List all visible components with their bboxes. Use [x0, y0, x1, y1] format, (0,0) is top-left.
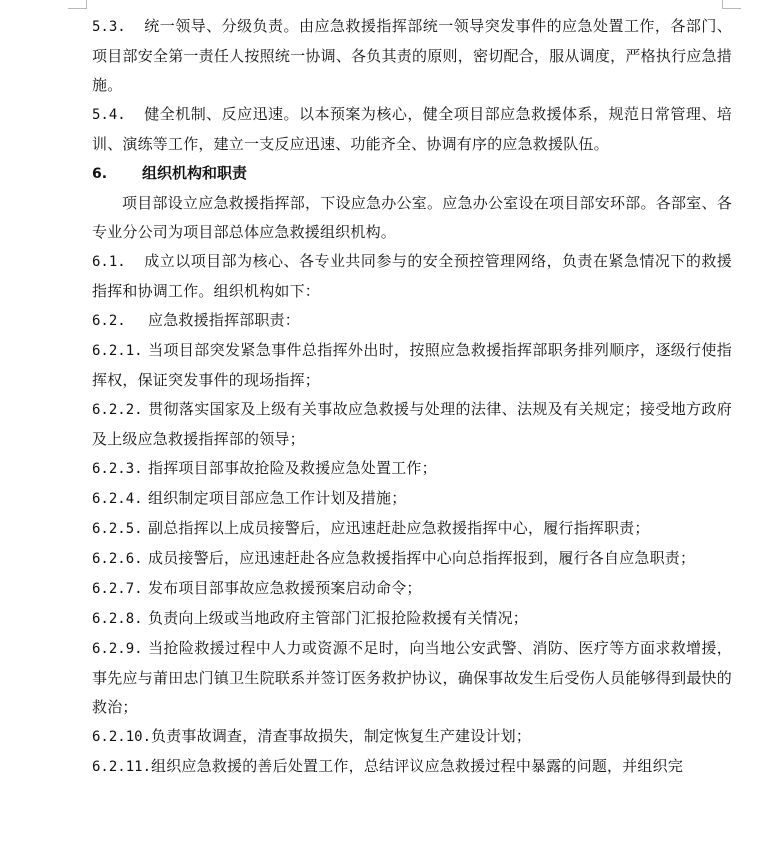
paragraph-6-2-11 [92, 752, 732, 782]
paragraph-text: 指挥项目部事故抢险及救援应急处置工作； [148, 459, 437, 477]
paragraph-text: 贯彻落实国家及上级有关事故应急救援与处理的法律、法规及有关规定；接受地方政府及上级应急救援指挥部的领导； [92, 400, 732, 448]
paragraph-text: 副总指挥以上成员接警后，应迅速赶赴应急救援指挥中心，履行指挥职责； [148, 519, 650, 537]
section-number: 6.2.7. [92, 581, 143, 597]
section-number: 5.3. [92, 19, 126, 35]
section-heading-6 [92, 159, 732, 189]
section-number: 5.4. [92, 107, 126, 123]
section-number: 6. [92, 166, 108, 182]
section-number: 6.2.6. [92, 551, 143, 567]
paragraph-text: 当项目部突发紧急事件总指挥外出时，按照应急救援指挥部职务排列顺序，逐级行使指挥权，保证突发事件的现场指挥； [92, 341, 732, 389]
paragraph-6-2-9 [92, 634, 732, 722]
paragraph-text: 组织应急救援的善后处置工作，总结评议应急救援过程中暴露的问题，并组织完 [151, 757, 684, 775]
paragraph-5-3 [92, 12, 732, 100]
paragraph-text: 负责事故调查，清查事故损失，制定恢复生产建设计划； [151, 727, 532, 745]
section-number: 6.2.4. [92, 491, 143, 507]
section-number: 6.2.2. [92, 402, 143, 418]
section-number: 6.2.1. [92, 343, 143, 359]
paragraph-5-4 [92, 100, 732, 159]
paragraph-6-2-6 [92, 544, 732, 574]
paragraph-text: 组织制定项目部应急工作计划及措施； [148, 489, 407, 507]
paragraph-text: 当抢险救援过程中人力或资源不足时，向当地公安武警、消防、医疗等方面求救增援，事先应与莆田忠门镇卫生院联系并签订医务救护协议，确保事故发生后受伤人员能够得到最快的救治； [92, 639, 732, 716]
heading-text: 组织机构和职责 [142, 164, 248, 182]
paragraph-6-2-3 [92, 454, 732, 484]
paragraph-text: 应急救援指挥部职责： [148, 311, 301, 329]
section-number: 6.2. [92, 313, 126, 329]
paragraph-text: 成员接警后，应迅速赶赴各应急救援指挥中心向总指挥报到，履行各自应急职责； [148, 549, 696, 567]
paragraph-6-2-4 [92, 484, 732, 514]
paragraph-6-2-2 [92, 395, 732, 454]
section-number: 6.2.8. [92, 611, 143, 627]
section-number: 6.2.3. [92, 461, 143, 477]
page-corner-mark-right [722, 0, 741, 9]
document-page [92, 12, 732, 782]
section-number: 6.2.9. [92, 641, 143, 657]
section-number: 6.2.11. [92, 759, 152, 775]
paragraph-text: 发布项目部事故应急救援预案启动命令； [148, 579, 422, 597]
paragraph-6-intro: 项目部设立应急救援指挥部，下设应急办公室。应急办公室设在项目部安环部。各部室、各专业分公司为项目部总体应急救援组织机构。 [92, 194, 732, 241]
paragraph-text: 负责向上级或当地政府主管部门汇报抢险救援有关情况； [148, 609, 529, 627]
paragraph-6-1 [92, 247, 732, 306]
paragraph-6-2 [92, 306, 732, 336]
paragraph-6-2-5 [92, 514, 732, 544]
section-number: 6.2.10. [92, 729, 152, 745]
page-corner-mark-left [68, 0, 87, 9]
paragraph-text: 统一领导、分级负责。由应急救援指挥部统一领导突发事件的应急处置工作，各部门、项目部安全第一责任人按照统一协调、各负其责的原则，密切配合，服从调度，严格执行应急措施。 [92, 17, 732, 94]
paragraph-6-2-10 [92, 722, 732, 752]
section-number: 6.2.5. [92, 521, 143, 537]
paragraph-6-2-1 [92, 336, 732, 395]
section-number: 6.1. [92, 254, 126, 270]
paragraph-6-2-8 [92, 604, 732, 634]
paragraph-6-2-7 [92, 574, 732, 604]
paragraph-text: 健全机制、反应迅速。以本预案为核心，健全项目部应急救援体系，规范日常管理、培训、演练等工作，建立一支反应迅速、功能齐全、协调有序的应急救援队伍。 [92, 105, 732, 153]
paragraph-text: 成立以项目部为核心、各专业共同参与的安全预控管理网络，负责在紧急情况下的救援指挥和协调工作。组织机构如下： [92, 252, 732, 300]
